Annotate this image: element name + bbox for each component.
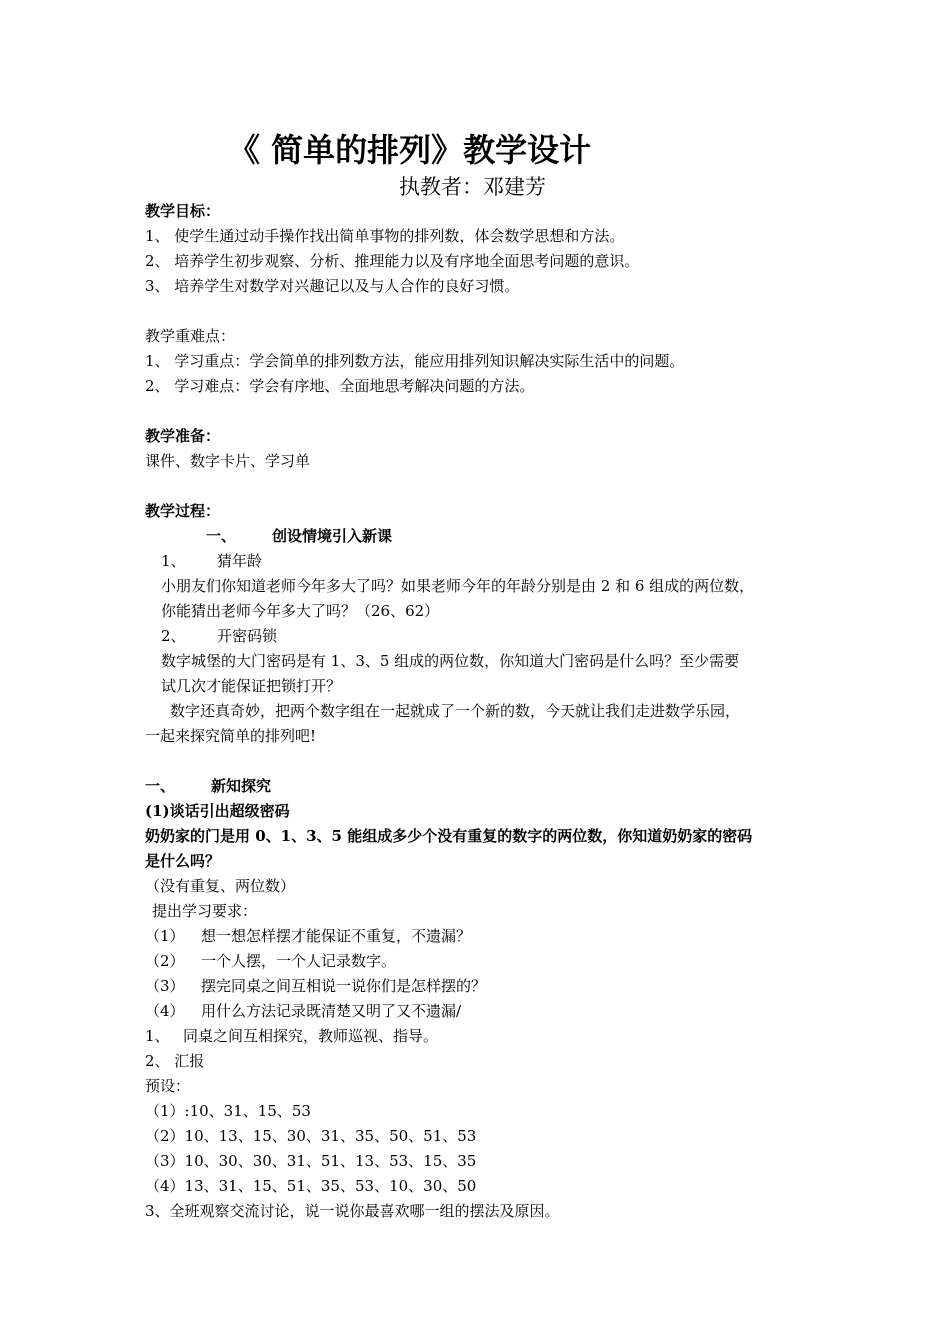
preset-item: （2）10、13、15、30、31、35、50、51、53 <box>145 1127 477 1145</box>
key-points-heading: 教学重难点： <box>145 327 236 345</box>
preset-item: （1）:10、31、15、53 <box>145 1102 311 1120</box>
requirement-number: （4） <box>145 1002 185 1020</box>
part1-item2-number: 2、 <box>161 627 186 645</box>
prep-heading: 教学准备： <box>145 427 221 445</box>
part2-question: 是什么吗？ <box>145 852 221 870</box>
transition-text: 一起来探究简单的排列吧! <box>145 727 317 745</box>
author-line: 执教者：邓建芳 <box>399 175 546 199</box>
step1-number: 1、 <box>145 1027 170 1045</box>
part1-item1-text: 你能猜出老师今年多大了吗？（26、62） <box>161 602 440 620</box>
requirement-text: 一个人摆，一个人记录数字。 <box>201 952 397 970</box>
key-point-item: 2、 学习难点：学会有序地、全面地思考解决问题的方法。 <box>145 377 535 395</box>
goal-item: 3、 培养学生对数学对兴趣记以及与人合作的良好习惯。 <box>145 277 520 295</box>
process-heading: 教学过程： <box>145 502 221 520</box>
step2-text: 2、 汇报 <box>145 1052 205 1070</box>
part1-item2-title: 开密码锁 <box>217 627 278 645</box>
part2-note: （没有重复、两位数） <box>145 877 296 895</box>
step1-text: 同桌之间互相探究，教师巡视、指导。 <box>183 1027 439 1045</box>
prep-text: 课件、数字卡片、学习单 <box>145 452 311 470</box>
document-title: 《 简单的排列》教学设计 <box>228 131 592 169</box>
part1-item2-text: 数字城堡的大门密码是有 1、3、5 组成的两位数，你知道大门密码是什么吗？至少需要 <box>161 652 740 670</box>
transition-text: 数字还真奇妙，把两个数字组在一起就成了一个新的数，今天就让我们走进数学乐园， <box>170 702 741 720</box>
requirement-text: 摆完同桌之间互相说一说你们是怎样摆的？ <box>201 977 487 995</box>
preset-item: （3）10、30、30、31、51、13、53、15、35 <box>145 1152 477 1170</box>
goals-heading: 教学目标： <box>145 202 221 220</box>
part1-item1-number: 1、 <box>161 552 186 570</box>
part1-item1-title: 猜年龄 <box>217 552 263 570</box>
part1-item2-text: 试几次才能保证把锁打开？ <box>161 677 342 695</box>
goal-item: 1、 使学生通过动手操作找出简单事物的排列数，体会数学思想和方法。 <box>145 227 625 245</box>
part1-title: 创设情境引入新课 <box>272 527 393 545</box>
part2-number: 一、 <box>145 777 176 795</box>
part2-subheading: (1)谈话引出超级密码 <box>145 802 290 820</box>
requirement-text: 用什么方法记录既清楚又明了又不遗漏/ <box>201 1002 462 1020</box>
preset-item: （4）13、31、15、51、35、53、10、30、50 <box>145 1177 477 1195</box>
part2-question: 奶奶家的门是用 0、1、3、5 能组成多少个没有重复的数字的两位数，你知道奶奶家的密码 <box>145 827 753 845</box>
key-point-item: 1、 学习重点：学会简单的排列数方法，能应用排列知识解决实际生活中的问题。 <box>145 352 685 370</box>
requirement-text: 想一想怎样摆才能保证不重复，不遗漏？ <box>201 927 472 945</box>
requirement-number: （3） <box>145 977 185 995</box>
requirement-number: （2） <box>145 952 185 970</box>
goal-item: 2、 培养学生初步观察、分析、推理能力以及有序地全面思考问题的意识。 <box>145 252 640 270</box>
step3-text: 3、全班观察交流讨论，说一说你最喜欢哪一组的摆法及原因。 <box>145 1202 560 1220</box>
preset-heading: 预设： <box>145 1077 191 1095</box>
requirements-heading: 提出学习要求： <box>152 902 258 920</box>
part1-number: 一、 <box>206 527 237 545</box>
requirement-number: （1） <box>145 927 185 945</box>
part1-item1-text: 小朋友们你知道老师今年多大了吗？如果老师今年的年龄分别是由 2 和 6 组成的两位数， <box>161 577 755 595</box>
part2-title: 新知探究 <box>211 777 272 795</box>
